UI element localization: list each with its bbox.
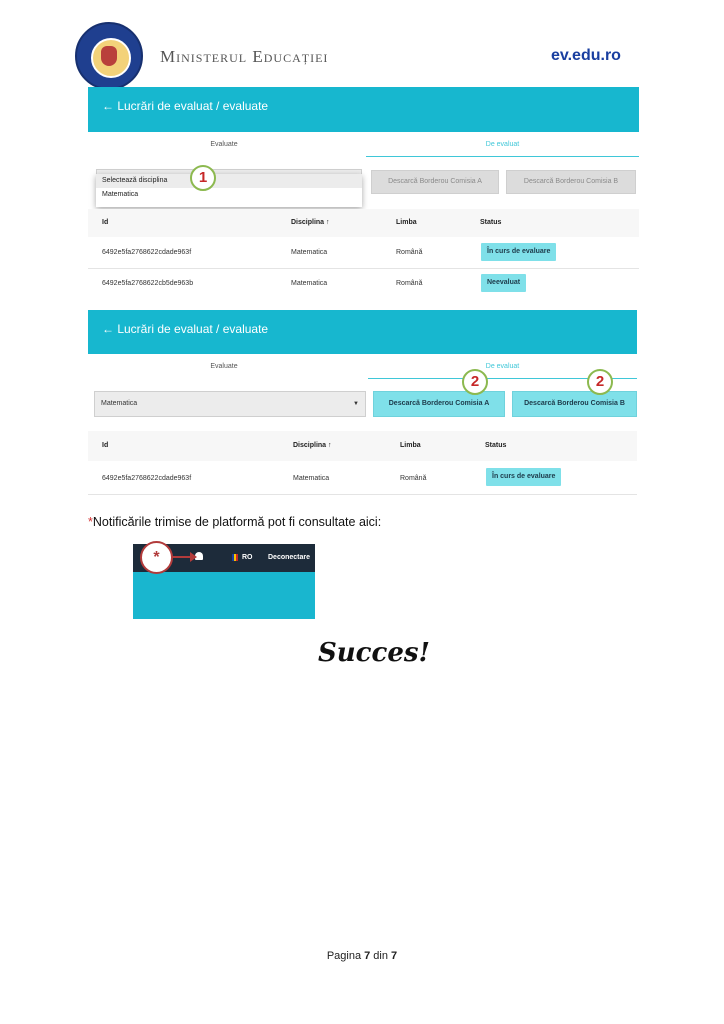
- app-header-bar: [88, 310, 637, 354]
- table-header: [88, 209, 639, 237]
- table-row[interactable]: [88, 237, 639, 269]
- column-disciplina[interactable]: Disciplina ↑: [293, 442, 332, 449]
- table-row[interactable]: [88, 462, 637, 495]
- row-limba: Română: [396, 280, 423, 287]
- dropdown-option[interactable]: Matematica: [102, 191, 139, 198]
- note-text: Notificările trimise de platformă pot fi consultate aici:: [92, 515, 382, 529]
- column-disciplina[interactable]: Disciplina ↑: [291, 219, 330, 226]
- ministry-name: Ministerul Educației: [160, 47, 329, 66]
- footer-middle: din: [370, 950, 392, 962]
- notifications-note: [88, 515, 381, 529]
- tabs: [88, 356, 637, 378]
- status-badge: În curs de evaluare: [481, 243, 556, 261]
- column-limba: Limba: [400, 442, 421, 449]
- arrow-head-icon: [190, 552, 197, 562]
- tabs: [88, 134, 639, 156]
- row-id: 6492e5fa2768622cdade963f: [102, 249, 192, 256]
- government-seal-logo: [75, 22, 143, 90]
- annotation-marker-1: 1: [190, 165, 216, 191]
- footer-prefix: Pagina: [326, 950, 365, 962]
- status-badge: În curs de evaluare: [486, 468, 561, 486]
- discipline-select[interactable]: [94, 391, 366, 417]
- page-number: 7: [364, 950, 371, 962]
- download-borderou-b-button[interactable]: Descarcă Borderou Comisia B: [506, 170, 636, 194]
- table-row[interactable]: [88, 269, 639, 297]
- annotation-marker-2b: 2: [587, 369, 613, 395]
- column-status: Status: [480, 219, 502, 226]
- asterisk: *: [88, 515, 93, 529]
- site-link[interactable]: ev.edu.ro: [551, 47, 621, 64]
- annotation-marker-2a: 2: [462, 369, 488, 395]
- row-disciplina: Matematica: [291, 280, 328, 287]
- success-message: Succes!: [318, 638, 430, 668]
- discipline-dropdown: [96, 174, 362, 207]
- column-limba: Limba: [396, 219, 417, 226]
- row-id: 6492e5fa2768622cb5de963b: [102, 280, 194, 287]
- page-footer: [0, 950, 724, 962]
- row-limba: Română: [400, 475, 427, 482]
- dropdown-option[interactable]: Selectează disciplina: [96, 174, 362, 188]
- row-disciplina: Matematica: [291, 249, 328, 256]
- tab-evaluate[interactable]: Evaluate: [210, 363, 238, 370]
- page-title[interactable]: ← Lucrări de evaluat / evaluate: [102, 99, 269, 113]
- status-badge: Neevaluat: [481, 274, 526, 292]
- column-id: Id: [102, 219, 109, 226]
- flag-icon: [232, 554, 238, 561]
- screenshot-panel-2: [88, 310, 637, 495]
- logout-link[interactable]: Deconectare: [268, 554, 311, 561]
- download-borderou-a-button[interactable]: Descarcă Borderou Comisia A: [373, 391, 505, 417]
- tab-de-evaluat[interactable]: De evaluat: [366, 134, 639, 157]
- screenshot-panel-1: [88, 87, 639, 297]
- page-total: 7: [391, 950, 398, 962]
- arrow-line: [172, 556, 192, 558]
- column-id: Id: [102, 442, 109, 449]
- page-title[interactable]: ← Lucrări de evaluat / evaluate: [102, 322, 269, 336]
- chevron-down-icon: ▼: [353, 401, 359, 407]
- app-header-bar: [88, 87, 639, 132]
- eagle-icon: [101, 46, 117, 66]
- column-status: Status: [485, 442, 507, 449]
- tab-evaluate[interactable]: Evaluate: [210, 141, 238, 148]
- row-disciplina: Matematica: [293, 475, 330, 482]
- select-value: Matematica: [101, 400, 138, 407]
- language-selector[interactable]: RO: [242, 554, 253, 561]
- tab-de-evaluat[interactable]: De evaluat: [368, 356, 637, 379]
- row-limba: Română: [396, 249, 423, 256]
- row-id: 6492e5fa2768622cdade963f: [102, 475, 192, 482]
- download-borderou-b-button[interactable]: Descarcă Borderou Comisia B: [512, 391, 637, 417]
- annotation-star-marker: *: [140, 541, 173, 574]
- table-header: [88, 431, 637, 461]
- download-borderou-a-button[interactable]: Descarcă Borderou Comisia A: [371, 170, 499, 194]
